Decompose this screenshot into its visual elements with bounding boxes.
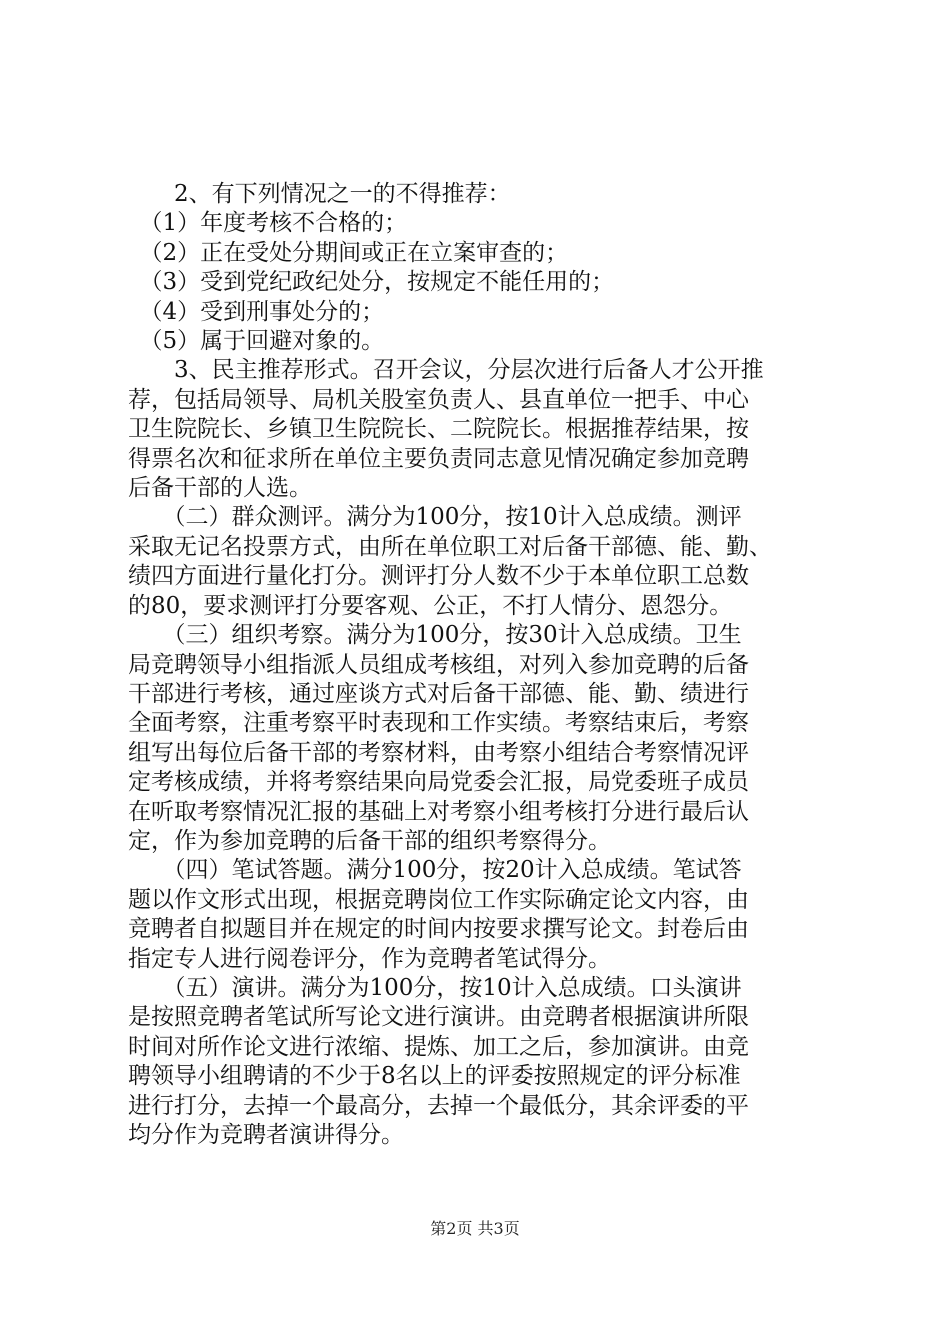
text-line: （四）笔试答题。满分100分，按20计入总成绩。笔试答	[128, 857, 742, 884]
text-line: 全面考察，注重考察平时表现和工作实绩。考察结束后，考察	[128, 710, 749, 737]
text-line: （4）受到刑事处分的；	[128, 298, 385, 325]
text-line: 组写出每位后备干部的考察材料，由考察小组结合考察情况评	[128, 739, 749, 766]
text-line: 定考核成绩，并将考察结果向局党委会汇报，局党委班子成员	[128, 769, 749, 796]
text-line: 定，作为参加竞聘的后备干部的组织考察得分。	[128, 827, 611, 854]
text-line: 采取无记名投票方式，由所在单位职工对后备干部德、能、勤、	[128, 533, 772, 560]
text-line: （三）组织考察。满分为100分，按30计入总成绩。卫生	[128, 622, 742, 649]
text-line: 是按照竞聘者笔试所写论文进行演讲。由竞聘者根据演讲所限	[128, 1004, 749, 1031]
text-line: 干部进行考核，通过座谈方式对后备干部德、能、勤、绩进行	[128, 680, 749, 707]
text-line: 竞聘者自拟题目并在规定的时间内按要求撰写论文。封卷后由	[128, 916, 749, 943]
text-line: 2、有下列情况之一的不得推荐：	[128, 181, 511, 207]
text-line: 均分作为竞聘者演讲得分。	[128, 1122, 404, 1148]
text-line: （1）年度考核不合格的；	[128, 210, 408, 237]
text-line: 指定专人进行阅卷评分，作为竞聘者笔试得分。	[128, 945, 611, 972]
text-line: （五）演讲。满分为100分，按10计入总成绩。口头演讲	[128, 974, 742, 1001]
text-line: 题以作文形式出现，根据竞聘岗位工作实际确定论文内容，由	[128, 886, 749, 913]
text-line: （二）群众测评。满分为100分，按10计入总成绩。测评	[128, 504, 742, 531]
text-line: 3、民主推荐形式。召开会议，分层次进行后备人才公开推	[128, 357, 764, 384]
text-line: 聘领导小组聘请的不少于8名以上的评委按照规定的评分标准	[128, 1063, 741, 1090]
document-body	[128, 180, 832, 1150]
text-line: 得票名次和征求所在单位主要负责同志意见情况确定参加竞聘	[128, 445, 749, 472]
text-line: （3）受到党纪政纪处分，按规定不能任用的；	[128, 269, 615, 296]
text-line: 进行打分，去掉一个最高分，去掉一个最低分，其余评委的平	[128, 1092, 749, 1119]
text-line: 后备干部的人选。	[128, 475, 312, 502]
text-line: 的80，要求测评打分要客观、公正，不打人情分、恩怨分。	[128, 592, 733, 619]
text-line: 在听取考察情况汇报的基础上对考察小组考核打分进行最后认	[128, 798, 749, 825]
text-line: 卫生院院长、乡镇卫生院院长、二院院长。根据推荐结果，按	[128, 416, 749, 443]
text-line: 时间对所作论文进行浓缩、提炼、加工之后，参加演讲。由竞	[128, 1033, 749, 1060]
page-footer: 第2页 共3页	[430, 1219, 520, 1238]
text-line: 荐，包括局领导、局机关股室负责人、县直单位一把手、中心	[128, 386, 749, 413]
text-line: 绩四方面进行量化打分。测评打分人数不少于本单位职工总数	[128, 563, 749, 590]
text-line: （2）正在受处分期间或正在立案审查的；	[128, 239, 569, 266]
text-line: （5）属于回避对象的。	[128, 328, 385, 355]
text-line: 局竞聘领导小组指派人员组成考核组，对列入参加竞聘的后备	[128, 651, 749, 678]
